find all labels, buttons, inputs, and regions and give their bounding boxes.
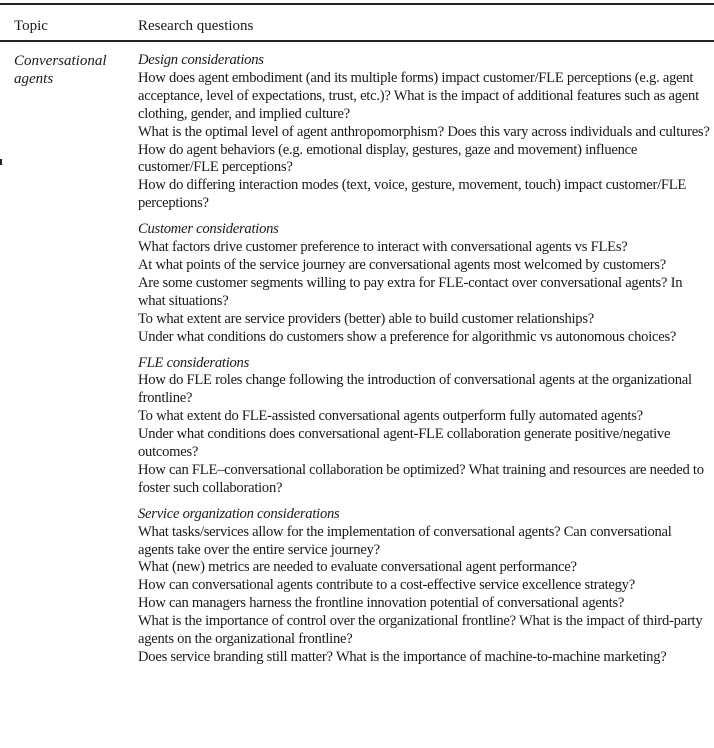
question: Are some customer segments willing to pay extra for FLE-contact over conversational agents? In what situations? [138, 274, 683, 309]
question: Under what conditions do customers show a preference for algorithmic vs autonomous choices? [138, 328, 677, 345]
section-design [138, 52, 710, 213]
question: What tasks/services allow for the implementation of conversational agents? Can conversational agents take over the entire service journey? [138, 523, 672, 558]
margin-mark [0, 159, 2, 165]
question: Does service branding still matter? What is the importance of machine-to-machine marketing? [138, 649, 667, 665]
question: What is the optimal level of agent anthropomorphism? Does this vary across individuals and cultures? [138, 123, 710, 140]
table-header-rule [0, 40, 714, 42]
question: How can conversational agents contribute to a cost-effective service excellence strategy? [138, 577, 635, 594]
section-title: Service organization considerations [138, 505, 340, 522]
question: How do FLE roles change following the introduction of conversational agents at the organizational frontline? [138, 372, 692, 407]
section-title: Design considerations [138, 52, 264, 68]
question: What factors drive customer preference to interact with conversational agents vs FLEs? [138, 239, 628, 256]
section-title: FLE considerations [138, 354, 250, 371]
topic-cell: Conversational agents [14, 53, 107, 87]
question: How can managers harness the frontline innovation potential of conversational agents? [138, 595, 625, 612]
question: How do differing interaction modes (text, voice, gesture, movement, touch) impact customer/FLE perceptions? [138, 177, 687, 212]
question: To what extent are service providers (better) able to build customer relationships? [138, 310, 595, 327]
question: How can FLE–conversational collaboration be optimized? What training and resources are needed to foster such collaboration? [138, 461, 704, 496]
research-questions-cell [138, 52, 710, 675]
question: Under what conditions does conversational agent-FLE collaboration generate positive/negative outcomes? [138, 426, 671, 461]
section-service-organization [138, 506, 710, 667]
table-top-rule [0, 3, 714, 5]
section-fle [138, 355, 710, 498]
question: How does agent embodiment (and its multiple forms) impact customer/FLE perceptions (e.g. agent acceptance, level of expectations, trust, etc.)? What is the impact of additional features such as agent clothing, gender, and implied culture? [138, 69, 699, 122]
question: What (new) metrics are needed to evaluate conversational agent performance? [138, 559, 577, 576]
header-research-questions: Research questions [138, 18, 254, 34]
question: At what points of the service journey are conversational agents most welcomed by customers? [138, 256, 667, 273]
question: To what extent do FLE-assisted conversational agents outperform fully automated agents? [138, 408, 643, 425]
question: How do agent behaviors (e.g. emotional display, gestures, gaze and movement) influence customer/FLE perceptions? [138, 141, 638, 176]
header-topic: Topic [14, 18, 48, 34]
section-customer [138, 221, 710, 346]
section-title: Customer considerations [138, 221, 279, 238]
question: What is the importance of control over the organizational frontline? What is the impact of third-party agents on the organizational frontline? [138, 613, 703, 648]
